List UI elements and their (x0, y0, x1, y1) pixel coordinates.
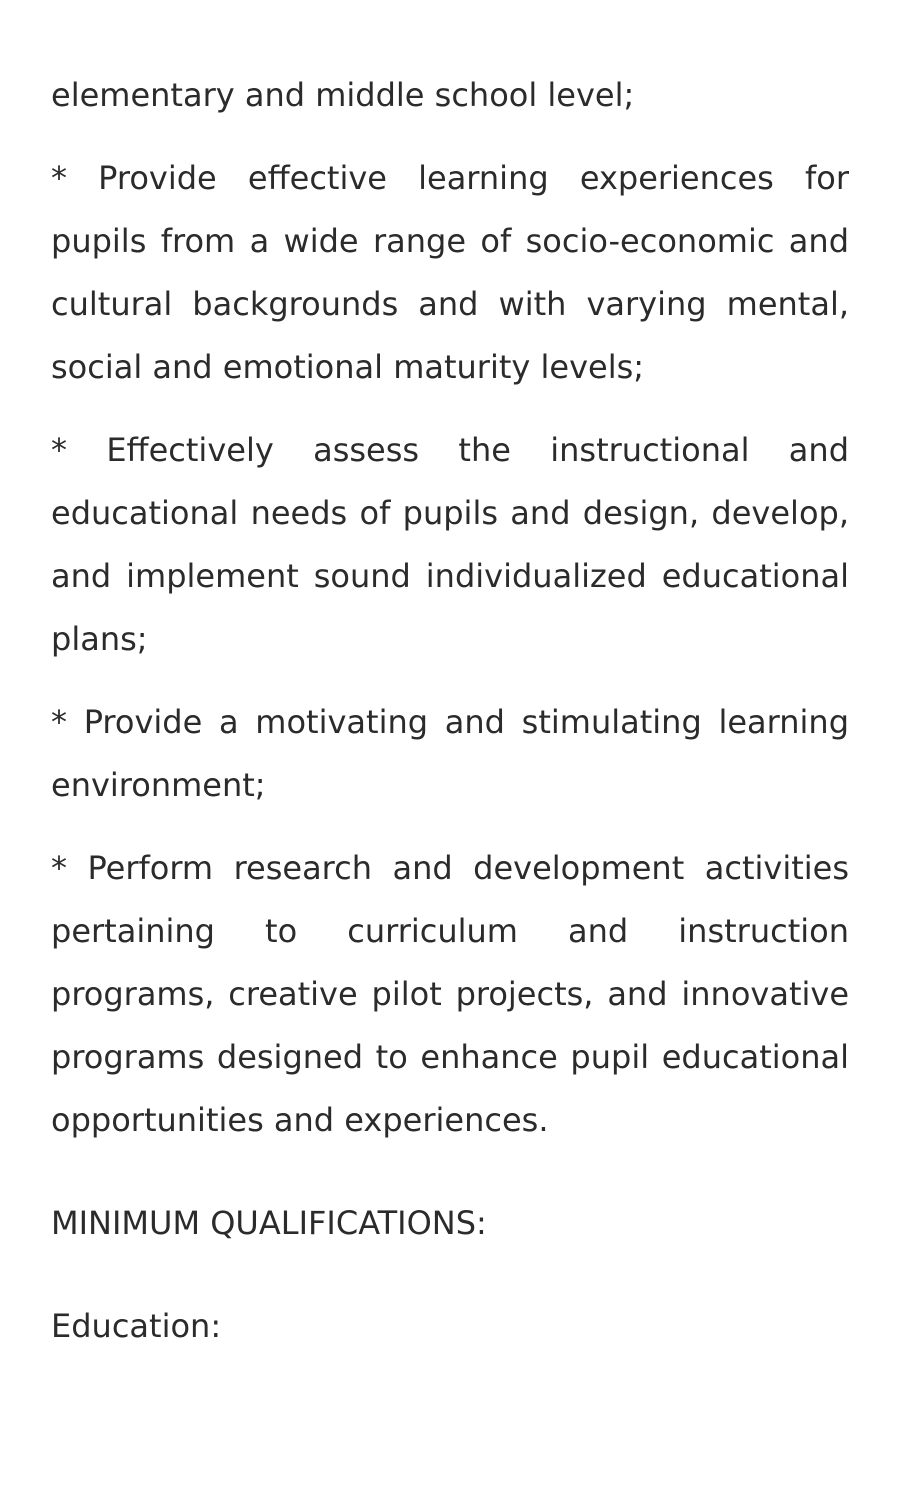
heading-minimum-qualifications: MINIMUM QUALIFICATIONS: (51, 1204, 487, 1242)
bullet-learning-experiences: * Provide effective learning experiences for pupils from a wide range of socio-economic and cultural backgrounds and with varying mental, social and emotional maturity levels; (51, 159, 849, 386)
paragraph-continuation: elementary and middle school level; (51, 76, 635, 114)
heading-education: Education: (51, 1307, 222, 1345)
document-body (51, 64, 849, 1358)
bullet-learning-environment: * Provide a motivating and stimulating learning environment; (51, 703, 849, 804)
bullet-research-development: * Perform research and development activities pertaining to curriculum and instruction programs, creative pilot projects, and innovative programs designed to enhance pupil educational opportunities and experiences. (51, 849, 849, 1139)
bullet-assess-needs: * Effectively assess the instructional and educational needs of pupils and design, develop, and implement sound individualized educational plans; (51, 431, 849, 658)
